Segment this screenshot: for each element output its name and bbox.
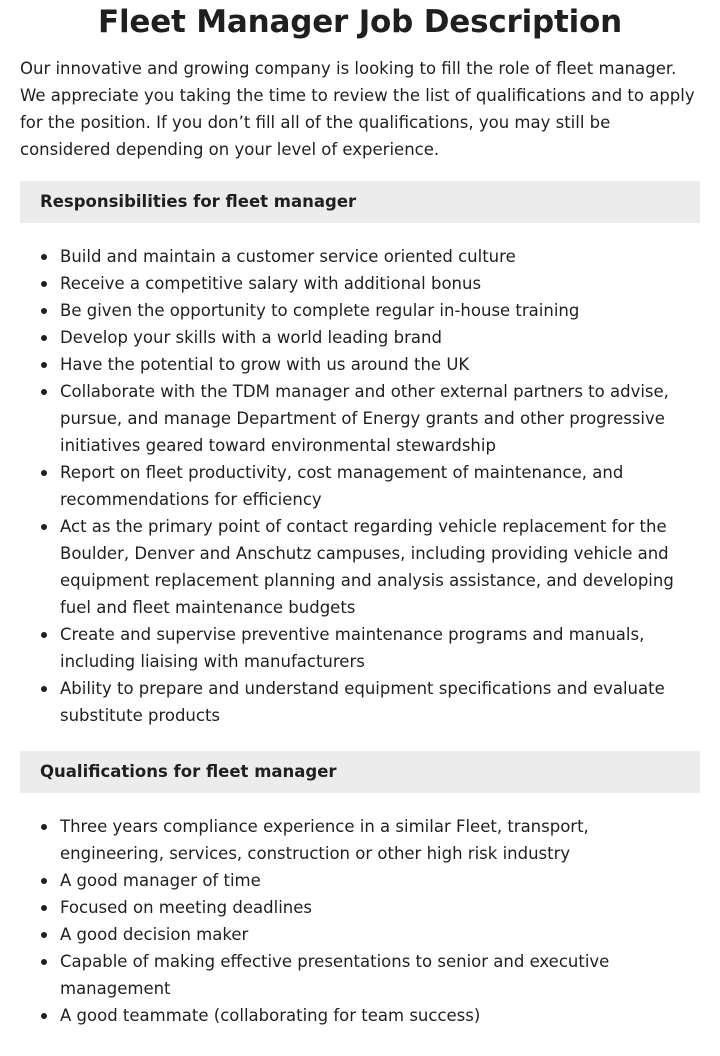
list-item: Three years compliance experience in a similar Fleet, transport, engineering, services, construction or other high risk industry <box>20 813 696 867</box>
responsibilities-list <box>20 243 700 729</box>
list-item: A good teammate (collaborating for team success) <box>20 1002 696 1029</box>
list-item: Act as the primary point of contact regarding vehicle replacement for the Boulder, Denver and Anschutz campuses, including providing vehicle and equipment replacement planning and analysis assistance, and developing fuel and fleet maintenance budgets <box>20 513 696 621</box>
responsibilities-section <box>20 181 700 729</box>
list-item: A good decision maker <box>20 921 696 948</box>
list-item: Develop your skills with a world leading brand <box>20 324 696 351</box>
list-item: Create and supervise preventive maintenance programs and manuals, including liaising with manufacturers <box>20 621 696 675</box>
list-item: Collaborate with the TDM manager and other external partners to advise, pursue, and manage Department of Energy grants and other progressive initiatives geared toward environmental stewardship <box>20 378 696 459</box>
list-item: Capable of making effective presentations to senior and executive management <box>20 948 696 1002</box>
list-item: Report on fleet productivity, cost management of maintenance, and recommendations for efficiency <box>20 459 696 513</box>
qualifications-heading: Qualifications for fleet manager <box>20 751 700 793</box>
list-item: A good manager of time <box>20 867 696 894</box>
list-item: Be given the opportunity to complete regular in-house training <box>20 297 696 324</box>
list-item: Focused on meeting deadlines <box>20 894 696 921</box>
qualifications-section <box>20 751 700 1029</box>
page-title: Fleet Manager Job Description <box>97 4 623 40</box>
qualifications-list <box>20 813 700 1029</box>
intro-paragraph: Our innovative and growing company is looking to fill the role of fleet manager. We appreciate you taking the time to review the list of qualifications and to apply for the position. If you don’t fill all of the qualifications, you may still be considered depending on your level of experience. <box>20 59 695 159</box>
list-item: Receive a competitive salary with additional bonus <box>20 270 696 297</box>
list-item: Build and maintain a customer service oriented culture <box>20 243 696 270</box>
responsibilities-heading: Responsibilities for fleet manager <box>20 181 700 223</box>
list-item: Have the potential to grow with us around the UK <box>20 351 696 378</box>
list-item: Ability to prepare and understand equipment specifications and evaluate substitute products <box>20 675 696 729</box>
